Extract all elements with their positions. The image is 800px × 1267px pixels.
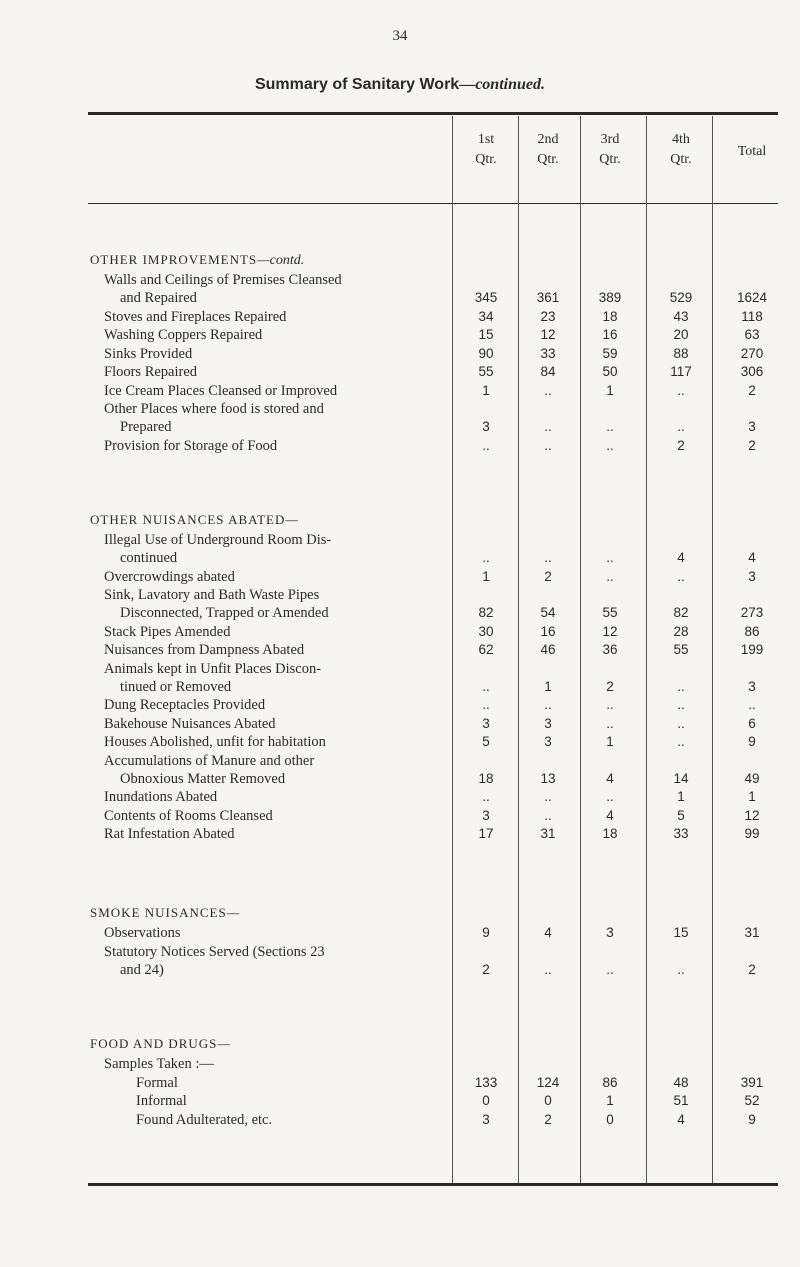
cell-value: 99: [744, 826, 760, 841]
column-header: [454, 130, 518, 170]
cell-value: ..: [482, 678, 490, 694]
row-label: Accumulations of Manure and other: [104, 752, 315, 769]
row-label: Prepared: [120, 419, 172, 435]
cell-value: 4: [544, 925, 552, 940]
cell-value: 13: [540, 770, 556, 786]
section-heading-suffix: —contd.: [257, 253, 305, 268]
cell-value: ..: [677, 961, 685, 977]
cell-value: 36: [602, 642, 618, 657]
column-header-line: Total: [737, 144, 767, 159]
row-label: Contents of Rooms Cleansed: [104, 807, 273, 824]
row-label: Other Places where food is stored and: [104, 401, 324, 417]
cell-value: 1: [482, 382, 490, 398]
cell-value: 3: [606, 925, 614, 940]
cell-value: 84: [540, 364, 556, 379]
cell-value: 2: [748, 382, 756, 398]
column-header-line: 2nd: [537, 132, 559, 147]
cell-value: 0: [482, 1093, 490, 1108]
section-heading-text: OTHER NUISANCES ABATED: [90, 512, 286, 527]
cell-value: 3: [544, 715, 552, 731]
cell-value: ..: [544, 437, 552, 453]
cell-value: ..: [677, 568, 685, 584]
row-label: Dung Receptacles Provided: [104, 697, 266, 713]
row-label: Bakehouse Nuisances Abated: [104, 715, 276, 732]
cell-value: 2: [748, 961, 756, 977]
row-label: tinued or Removed: [120, 678, 232, 695]
cell-value: 0: [606, 1111, 614, 1127]
cell-value: ..: [544, 550, 552, 565]
row-label: Ice Cream Places Cleansed or Improved: [104, 382, 338, 399]
cell-value: 55: [602, 605, 618, 620]
cell-value: 361: [536, 290, 560, 305]
cell-value: ..: [482, 550, 490, 565]
cell-value: ..: [606, 697, 614, 712]
cell-value: ..: [677, 715, 685, 731]
cell-value: 46: [540, 642, 556, 657]
cell-value: 9: [482, 925, 490, 940]
cell-value: 86: [602, 1074, 618, 1090]
cell-value: ..: [606, 419, 614, 434]
row-label: Washing Coppers Repaired: [104, 327, 263, 343]
cell-value: 118: [741, 308, 763, 324]
section-heading-text: OTHER IMPROVEMENTS: [90, 252, 258, 267]
cell-value: 34: [478, 308, 494, 324]
cell-value: 2: [482, 961, 490, 977]
row-label: Houses Abolished, unfit for habitation: [104, 734, 326, 750]
cell-value: 14: [673, 770, 689, 786]
page-title: Summary of Sanitary Work—continued.: [254, 76, 545, 93]
cell-value: ..: [544, 789, 552, 804]
cell-value: 82: [673, 605, 689, 620]
cell-value: 3: [482, 715, 490, 731]
cell-value: 0: [544, 1093, 552, 1108]
section-heading-suffix: —: [217, 1037, 230, 1052]
cell-value: 1: [606, 382, 614, 398]
cell-value: 4: [748, 550, 756, 565]
cell-value: 82: [478, 605, 494, 620]
row-label: Illegal Use of Underground Room Dis-: [104, 532, 332, 548]
cell-value: 1624: [736, 290, 768, 305]
cell-value: ..: [544, 961, 552, 977]
cell-value: 1: [606, 734, 614, 749]
cell-value: 3: [482, 1111, 490, 1127]
cell-value: 55: [673, 642, 689, 657]
column-header: [649, 130, 713, 170]
cell-value: 18: [602, 308, 618, 324]
section-heading: [90, 252, 304, 269]
cell-value: 1: [544, 678, 552, 694]
cell-value: 49: [744, 770, 760, 786]
cell-value: 133: [474, 1074, 498, 1090]
cell-value: ..: [482, 697, 490, 712]
cell-value: 3: [482, 807, 490, 823]
cell-value: 51: [673, 1093, 689, 1108]
column-header-line: 4th: [672, 132, 690, 147]
cell-value: 3: [748, 678, 756, 694]
column-header-line: Qtr.: [537, 152, 559, 167]
cell-value: ..: [748, 697, 756, 712]
cell-value: 389: [598, 290, 622, 305]
section-heading-suffix: —: [285, 513, 298, 528]
column-header: [720, 142, 784, 162]
cell-value: ..: [677, 419, 685, 434]
cell-value: 270: [740, 345, 764, 361]
cell-value: 3: [544, 734, 552, 749]
cell-value: 2: [606, 678, 614, 694]
cell-value: 31: [540, 826, 556, 841]
cell-value: 48: [673, 1074, 689, 1090]
section-heading-suffix: —: [226, 906, 240, 921]
cell-value: 28: [673, 623, 689, 639]
row-label: Provision for Storage of Food: [104, 437, 278, 454]
cell-value: 3: [748, 419, 756, 434]
bottom-rule: [88, 1183, 778, 1186]
cell-value: ..: [606, 550, 614, 565]
cell-value: 16: [602, 327, 618, 342]
cell-value: 9: [748, 734, 756, 749]
cell-value: 1: [606, 1093, 614, 1108]
cell-value: ..: [606, 961, 614, 977]
cell-value: 15: [673, 925, 689, 940]
cell-value: 30: [478, 623, 494, 639]
row-label: Informal: [136, 1093, 187, 1109]
cell-value: ..: [677, 678, 685, 694]
cell-value: 4: [677, 550, 685, 565]
cell-value: ..: [544, 382, 552, 398]
column-divider: [452, 116, 453, 1183]
row-label: Walls and Ceilings of Premises Cleansed: [104, 272, 342, 288]
row-label: Sink, Lavatory and Bath Waste Pipes: [104, 587, 320, 603]
cell-value: 43: [673, 308, 689, 324]
cell-value: 2: [677, 437, 685, 453]
cell-value: 17: [478, 826, 494, 841]
cell-value: ..: [482, 437, 490, 453]
cell-value: 55: [478, 364, 494, 379]
column-header-line: Qtr.: [599, 152, 621, 167]
row-label: continued: [120, 550, 178, 566]
column-header-line: Qtr.: [475, 152, 497, 167]
cell-value: 9: [748, 1111, 756, 1127]
cell-value: ..: [677, 697, 685, 712]
cell-value: 16: [540, 623, 556, 639]
column-header: [578, 130, 642, 170]
row-label: and Repaired: [120, 290, 197, 306]
cell-value: 86: [744, 623, 760, 639]
cell-value: 18: [602, 826, 618, 841]
cell-value: ..: [677, 734, 685, 749]
row-label: Nuisances from Dampness Abated: [104, 642, 305, 658]
cell-value: 12: [602, 623, 618, 639]
cell-value: 2: [544, 1111, 552, 1127]
cell-value: ..: [482, 789, 490, 804]
row-label: Found Adulterated, etc.: [136, 1111, 273, 1128]
cell-value: 50: [602, 364, 618, 379]
column-header: [516, 130, 580, 170]
cell-value: 59: [602, 345, 618, 361]
cell-value: 306: [740, 364, 764, 379]
row-label: Obnoxious Matter Removed: [120, 770, 286, 787]
cell-value: 345: [474, 290, 498, 305]
row-label: Rat Infestation Abated: [104, 826, 235, 842]
column-header-line: 1st: [477, 132, 495, 147]
section-heading-text: FOOD AND DRUGS: [90, 1036, 218, 1051]
section-heading: [90, 1036, 230, 1053]
cell-value: 54: [540, 605, 556, 620]
row-label: Overcrowdings abated: [104, 568, 235, 585]
cell-value: 12: [540, 327, 556, 342]
cell-value: 18: [478, 770, 494, 786]
header-rule: [88, 203, 778, 204]
page-number: 34: [392, 28, 408, 44]
section-heading-text: SMOKE NUISANCES: [90, 905, 227, 920]
cell-value: 124: [536, 1074, 560, 1090]
column-header-line: 3rd: [600, 132, 620, 147]
row-label: Statutory Notices Served (Sections 23: [104, 943, 325, 960]
cell-value: ..: [677, 382, 685, 398]
cell-value: 4: [606, 807, 614, 823]
cell-value: 1: [748, 789, 756, 804]
cell-value: 199: [740, 642, 764, 657]
cell-value: 90: [478, 345, 494, 361]
row-label: Animals kept in Unfit Places Discon-: [104, 660, 322, 677]
cell-value: 33: [673, 826, 689, 841]
cell-value: 31: [744, 925, 760, 940]
row-label: Floors Repaired: [104, 364, 198, 380]
row-label: Formal: [136, 1074, 178, 1091]
cell-value: 4: [677, 1111, 685, 1127]
row-label: Observations: [104, 925, 181, 941]
cell-value: 3: [748, 568, 756, 584]
cell-value: ..: [544, 697, 552, 712]
cell-value: 88: [673, 345, 689, 361]
cell-value: 62: [478, 642, 494, 657]
row-label: Samples Taken :—: [104, 1056, 214, 1072]
cell-value: 15: [478, 327, 494, 342]
section-heading: [90, 512, 298, 529]
cell-value: ..: [606, 715, 614, 731]
column-divider: [646, 116, 647, 1183]
row-label: Sinks Provided: [104, 345, 193, 362]
row-label: Inundations Abated: [104, 789, 218, 805]
column-divider: [712, 116, 713, 1183]
cell-value: 23: [540, 308, 556, 324]
cell-value: 1: [677, 789, 685, 804]
cell-value: 20: [673, 327, 689, 342]
cell-value: 6: [748, 715, 756, 731]
cell-value: 2: [748, 437, 756, 453]
row-label: Stack Pipes Amended: [104, 623, 231, 640]
cell-value: 63: [744, 327, 760, 342]
cell-value: 391: [740, 1074, 764, 1090]
cell-value: 3: [482, 419, 490, 434]
row-label: Stoves and Fireplaces Repaired: [104, 308, 287, 325]
cell-value: 33: [540, 345, 556, 361]
top-rule: [88, 112, 778, 115]
row-label: and 24): [120, 961, 164, 978]
cell-value: 2: [544, 568, 552, 584]
cell-value: ..: [544, 807, 552, 823]
cell-value: 5: [677, 807, 685, 823]
row-label: Disconnected, Trapped or Amended: [120, 605, 329, 621]
cell-value: 1: [482, 568, 490, 584]
cell-value: 273: [740, 605, 764, 620]
cell-value: ..: [544, 419, 552, 434]
section-heading: [90, 905, 239, 922]
cell-value: 117: [670, 364, 692, 379]
column-header-line: Qtr.: [670, 152, 692, 167]
cell-value: 529: [669, 290, 693, 305]
cell-value: ..: [606, 437, 614, 453]
cell-value: 4: [606, 770, 614, 786]
cell-value: ..: [606, 568, 614, 584]
cell-value: 5: [482, 734, 490, 749]
cell-value: ..: [606, 789, 614, 804]
cell-value: 52: [744, 1093, 760, 1108]
cell-value: 12: [744, 807, 760, 823]
